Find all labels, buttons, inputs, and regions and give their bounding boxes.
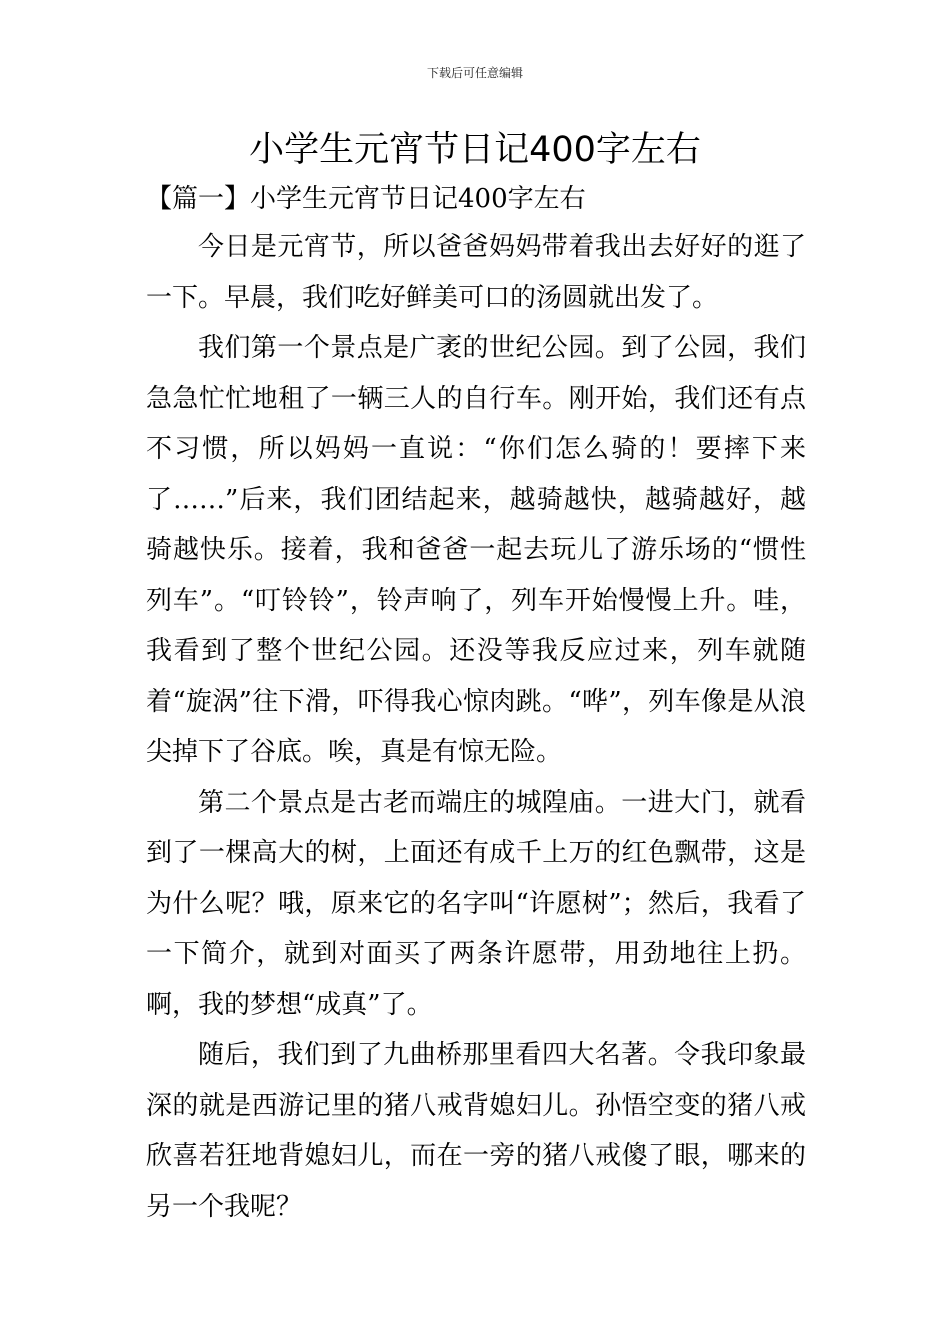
paragraph-2: 我们第一个景点是广袤的世纪公园。到了公园，我们急急忙忙地租了一辆三人的自行车。刚开始，我们还有点不习惯，所以妈妈一直说：“你们怎么骑的！要摔下来了……”后来，我们团结起来，越骑越快，越骑越好，越骑越快乐。接着，我和爸爸一起去玩儿了游乐场的“惯性列车”。“叮铃铃”，铃声响了，列车开始慢慢上升。哇，我看到了整个世纪公园。还没等我反应过来，列车就随着“旋涡”往下滑，吓得我心惊肉跳。“哗”，列车像是从浪尖掉下了谷底。唉，真是有惊无险。 xyxy=(146,333,806,767)
paragraph-1: 今日是元宵节，所以爸爸妈妈带着我出去好好的逛了一下。早晨，我们吃好鲜美可口的汤圆就出发了。 xyxy=(146,232,806,313)
body-text xyxy=(146,222,806,1232)
document-title: 小学生元宵节日记400字左右 xyxy=(249,130,701,170)
paragraph-3: 第二个景点是古老而端庄的城隍庙。一进大门，就看到了一棵高大的树，上面还有成千上万的红色飘带，这是为什么呢？哦，原来它的名字叫“许愿树”；然后，我看了一下简介，就到对面买了两条许愿带，用劲地往上扔。啊，我的梦想“成真”了。 xyxy=(146,787,806,1020)
paragraph-4: 随后，我们到了九曲桥那里看四大名著。令我印象最深的就是西游记里的猪八戒背媳妇儿。孙悟空变的猪八戒欣喜若狂地背媳妇儿，而在一旁的猪八戒傻了眼，哪来的另一个我呢？ xyxy=(146,1040,806,1222)
section-title: 【篇一】小学生元宵节日记400字左右 xyxy=(146,184,586,214)
header-note: 下载后可任意编辑 xyxy=(426,66,523,80)
